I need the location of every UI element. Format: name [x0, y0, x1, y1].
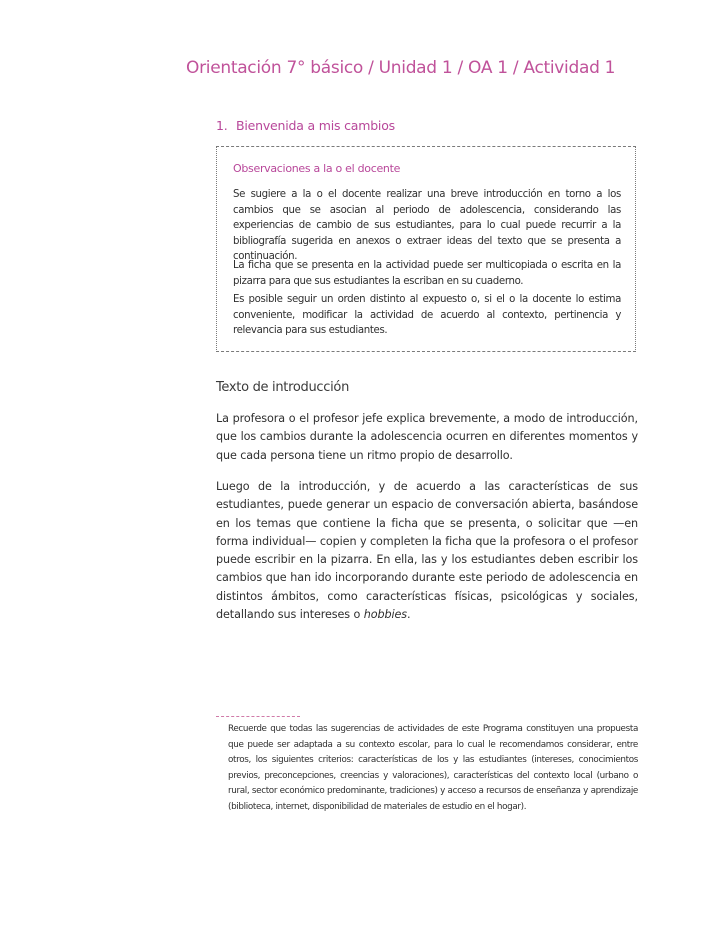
intro-paragraph-2-text: Luego de la introducción, y de acuerdo a las características de sus estudiantes, puede generar un espacio de conversación abierta, basándose en los temas que contiene la ficha que se presenta, o solicitar que —en forma individual— copien y completen la ficha que la profesora o el profesor puede escribir en la pizarra. En ella, las y los estudiantes deben escribir los cambios que han ido incorporando durante este periodo de adolescencia en distintos ámbitos, como características físicas, psicológicas y sociales, detallando sus intereses o — [216, 480, 638, 622]
footnote-separator — [216, 716, 300, 717]
section-title-text: Bienvenida a mis cambios — [236, 118, 395, 133]
section-number: 1. — [216, 118, 228, 133]
observations-title: Observaciones a la o el docente — [233, 162, 401, 175]
section-title — [216, 118, 395, 133]
intro-paragraph-2 — [216, 478, 638, 624]
footnote-text: Recuerde que todas las sugerencias de actividades de este Programa constituyen una propuesta que puede ser adaptada a su contexto escolar, para lo cual le recomendamos considerar, entre otros, los siguientes criterios: características de los y las estudiantes (intereses, conocimientos previos, preconcepciones, creencias y valoraciones), características del contexto local (urbano o rural, sector económico predominante, tradiciones) y acceso a recursos de enseñanza y aprendizaje (biblioteca, internet, disponibilidad de materiales de estudio en el hogar). — [228, 724, 638, 812]
teacher-observations-box — [216, 146, 636, 352]
intro-paragraph-2-end: . — [406, 608, 411, 622]
intro-heading: Texto de introducción — [216, 380, 350, 395]
hobbies-italic: hobbies — [363, 608, 407, 622]
observations-paragraph-1: Se sugiere a la o el docente realizar una breve introducción en torno a los cambios que se asocian al periodo de adolescencia, considerando las experiencias de cambio de sus estudiantes, para lo cual puede recurrir a la bibliografía sugerida en anexos o extraer ideas del texto que se presenta a continuación. — [233, 189, 621, 262]
observations-paragraph-2: La ficha que se presenta en la actividad puede ser multicopiada o escrita en la pizarra para que sus estudiantes la escriban en su cuaderno. — [233, 260, 621, 287]
page-breadcrumb-header: Orientación 7° básico / Unidad 1 / OA 1 / Actividad 1 — [186, 58, 616, 78]
observations-paragraph-3: Es posible seguir un orden distinto al expuesto o, si el o la docente lo estima conveniente, modificar la actividad de acuerdo al contexto, pertinencia y relevancia para sus estudiantes. — [233, 294, 621, 336]
intro-paragraph-1: La profesora o el profesor jefe explica brevemente, a modo de introducción, que los cambios durante la adolescencia ocurren en diferentes momentos y que cada persona tiene un ritmo propio de desarrollo. — [216, 412, 638, 462]
